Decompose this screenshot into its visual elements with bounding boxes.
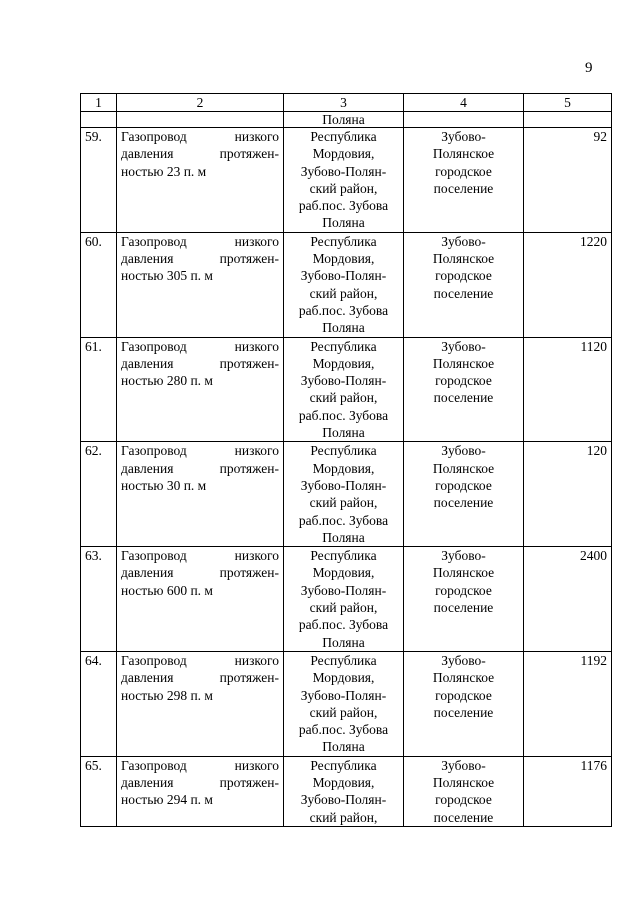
location-line: Мордовия, bbox=[312, 146, 375, 162]
municipality-line: городское bbox=[435, 582, 492, 598]
table-row bbox=[81, 128, 612, 233]
value-cell: 2400 bbox=[524, 547, 612, 652]
location-line: Зубово-Полян- bbox=[300, 163, 387, 179]
object-name-line: Газопровод низкого bbox=[121, 338, 279, 354]
municipality-line: Зубово- bbox=[441, 338, 486, 354]
table-row bbox=[81, 651, 612, 756]
location-line: Зубово-Полян- bbox=[300, 268, 387, 284]
value-cell: 120 bbox=[524, 442, 612, 547]
page-number: 9 bbox=[585, 60, 593, 76]
municipality-cell bbox=[404, 756, 524, 826]
location-line: раб.пос. Зубова bbox=[298, 407, 389, 423]
location-line: ский район, bbox=[309, 809, 378, 825]
object-name-line: Газопровод низкого bbox=[121, 652, 279, 668]
municipality-line: Полянское bbox=[432, 251, 495, 267]
object-name-line: Газопровод низкого bbox=[121, 443, 279, 459]
location-line: Поляна bbox=[322, 320, 365, 336]
location-cell bbox=[284, 547, 404, 652]
object-name-cell bbox=[117, 756, 284, 826]
location-line: Зубово-Полян- bbox=[300, 687, 387, 703]
object-name-cell bbox=[117, 547, 284, 652]
object-name-line: давления протяжен- bbox=[121, 355, 279, 371]
row-number: 60. bbox=[81, 232, 117, 337]
table-header-row bbox=[81, 94, 612, 112]
location-line: ский район, bbox=[309, 285, 378, 301]
municipality-cell bbox=[404, 232, 524, 337]
value-cell: 1192 bbox=[524, 651, 612, 756]
location-line: Поляна bbox=[322, 529, 365, 545]
municipality-line: городское bbox=[435, 687, 492, 703]
object-name-line: ностью 30 п. м bbox=[121, 477, 207, 493]
continuation-cell-5 bbox=[524, 112, 612, 128]
municipality-line: Зубово- bbox=[441, 652, 486, 668]
location-line: Поляна bbox=[322, 634, 365, 650]
object-name-line: давления протяжен- bbox=[121, 460, 279, 476]
table-row bbox=[81, 756, 612, 826]
column-header-5: 5 bbox=[524, 94, 612, 112]
object-name-line: давления протяжен- bbox=[121, 146, 279, 162]
location-line: Зубово-Полян- bbox=[300, 582, 387, 598]
location-line: Зубово-Полян- bbox=[300, 792, 387, 808]
municipality-line: Зубово- bbox=[441, 129, 486, 144]
object-name-line: давления протяжен- bbox=[121, 774, 279, 790]
municipality-line: Полянское bbox=[432, 355, 495, 371]
location-line: Республика bbox=[310, 757, 377, 773]
municipality-line: поселение bbox=[433, 180, 494, 196]
column-header-2: 2 bbox=[117, 94, 284, 112]
continuation-cell-4 bbox=[404, 112, 524, 128]
table-row bbox=[81, 232, 612, 337]
municipality-line: Зубово- bbox=[441, 233, 486, 249]
location-cell bbox=[284, 337, 404, 442]
location-line: раб.пос. Зубова bbox=[298, 302, 389, 318]
location-line: ский район, bbox=[309, 495, 378, 511]
object-name-line: давления протяжен- bbox=[121, 670, 279, 686]
location-cell bbox=[284, 442, 404, 547]
location-line: Мордовия, bbox=[312, 670, 375, 686]
object-name-line: ностью 23 п. м bbox=[121, 163, 207, 179]
municipality-line: Полянское bbox=[432, 670, 495, 686]
object-name-line: ностью 298 п. м bbox=[121, 687, 213, 703]
municipality-line: городское bbox=[435, 268, 492, 284]
location-cell bbox=[284, 232, 404, 337]
location-line: Республика bbox=[310, 443, 377, 459]
continuation-cell-2 bbox=[117, 112, 284, 128]
row-number: 63. bbox=[81, 547, 117, 652]
row-number: 65. bbox=[81, 756, 117, 826]
location-line: Республика bbox=[310, 652, 377, 668]
row-number: 62. bbox=[81, 442, 117, 547]
object-name-line: ностью 280 п. м bbox=[121, 373, 213, 389]
municipality-line: поселение bbox=[433, 704, 494, 720]
location-line: ский район, bbox=[309, 390, 378, 406]
object-name-line: Газопровод низкого bbox=[121, 233, 279, 249]
municipality-line: поселение bbox=[433, 285, 494, 301]
location-line: раб.пос. Зубова bbox=[298, 512, 389, 528]
location-line: Республика bbox=[310, 233, 377, 249]
column-header-1: 1 bbox=[81, 94, 117, 112]
continuation-cell-1 bbox=[81, 112, 117, 128]
object-name-cell bbox=[117, 442, 284, 547]
object-name-line: Газопровод низкого bbox=[121, 129, 279, 144]
location-line: ский район, bbox=[309, 704, 378, 720]
value-cell: 1220 bbox=[524, 232, 612, 337]
municipality-line: Полянское bbox=[432, 146, 495, 162]
object-name-line: давления протяжен- bbox=[121, 565, 279, 581]
municipality-line: Полянское bbox=[432, 774, 495, 790]
object-name-line: давления протяжен- bbox=[121, 251, 279, 267]
location-line: Поляна bbox=[322, 425, 365, 441]
municipality-line: Зубово- bbox=[441, 443, 486, 459]
object-name-line: Газопровод низкого bbox=[121, 548, 279, 564]
location-line: раб.пос. Зубова bbox=[298, 617, 389, 633]
table-row bbox=[81, 337, 612, 442]
location-cell bbox=[284, 756, 404, 826]
object-name-cell bbox=[117, 651, 284, 756]
municipality-line: городское bbox=[435, 373, 492, 389]
value-cell: 92 bbox=[524, 128, 612, 233]
location-line: Республика bbox=[310, 129, 377, 144]
municipality-line: городское bbox=[435, 792, 492, 808]
table-row bbox=[81, 547, 612, 652]
location-line: Мордовия, bbox=[312, 355, 375, 371]
municipality-cell bbox=[404, 442, 524, 547]
continuation-location-cell: Поляна bbox=[284, 112, 404, 128]
location-line: ский район, bbox=[309, 600, 378, 616]
object-name-line: ностью 294 п. м bbox=[121, 792, 213, 808]
row-number: 59. bbox=[81, 128, 117, 233]
location-cell bbox=[284, 651, 404, 756]
location-line: Республика bbox=[310, 338, 377, 354]
municipality-line: Зубово- bbox=[441, 757, 486, 773]
municipality-line: Полянское bbox=[432, 460, 495, 476]
location-line: Мордовия, bbox=[312, 565, 375, 581]
table-row bbox=[81, 442, 612, 547]
location-cell bbox=[284, 128, 404, 233]
value-cell: 1120 bbox=[524, 337, 612, 442]
object-name-cell bbox=[117, 337, 284, 442]
object-name-cell bbox=[117, 128, 284, 233]
municipality-line: поселение bbox=[433, 495, 494, 511]
object-name-line: ностью 305 п. м bbox=[121, 268, 213, 284]
municipality-cell bbox=[404, 337, 524, 442]
municipality-line: поселение bbox=[433, 390, 494, 406]
value-cell: 1176 bbox=[524, 756, 612, 826]
location-line: Мордовия, bbox=[312, 460, 375, 476]
location-line: Зубово-Полян- bbox=[300, 373, 387, 389]
location-line: ский район, bbox=[309, 180, 378, 196]
continuation-row bbox=[81, 112, 612, 128]
location-line: Мордовия, bbox=[312, 251, 375, 267]
municipality-line: поселение bbox=[433, 600, 494, 616]
municipality-line: поселение bbox=[433, 809, 494, 825]
municipality-line: городское bbox=[435, 477, 492, 493]
location-line: Поляна bbox=[322, 215, 365, 231]
location-line: Зубово-Полян- bbox=[300, 477, 387, 493]
object-name-line: ностью 600 п. м bbox=[121, 582, 213, 598]
municipality-cell bbox=[404, 651, 524, 756]
location-line: Республика bbox=[310, 548, 377, 564]
municipality-cell bbox=[404, 547, 524, 652]
municipality-cell bbox=[404, 128, 524, 233]
municipality-line: городское bbox=[435, 163, 492, 179]
municipality-line: Полянское bbox=[432, 565, 495, 581]
location-line: Поляна bbox=[322, 739, 365, 755]
location-line: раб.пос. Зубова bbox=[298, 722, 389, 738]
object-name-cell bbox=[117, 232, 284, 337]
object-name-line: Газопровод низкого bbox=[121, 757, 279, 773]
location-line: раб.пос. Зубова bbox=[298, 198, 389, 214]
location-line: Мордовия, bbox=[312, 774, 375, 790]
column-header-3: 3 bbox=[284, 94, 404, 112]
municipality-line: Зубово- bbox=[441, 548, 486, 564]
property-registry-table bbox=[80, 93, 612, 827]
column-header-4: 4 bbox=[404, 94, 524, 112]
row-number: 61. bbox=[81, 337, 117, 442]
row-number: 64. bbox=[81, 651, 117, 756]
